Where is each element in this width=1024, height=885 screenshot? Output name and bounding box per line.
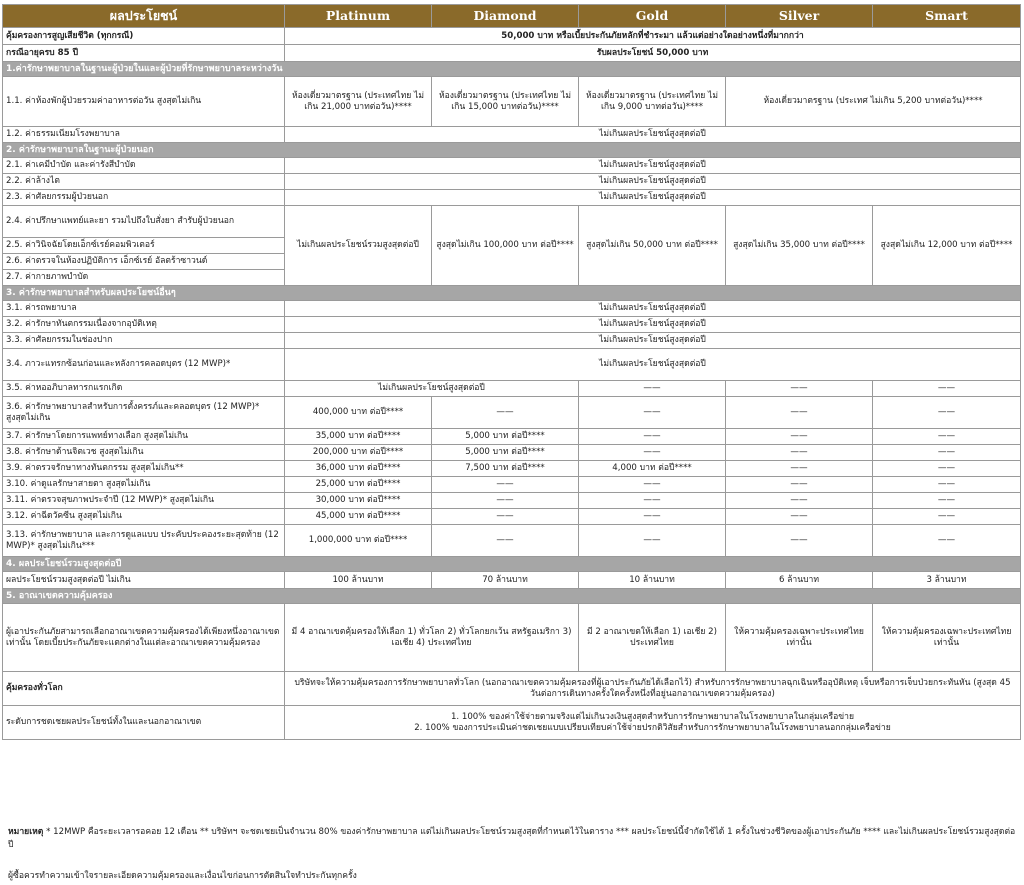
cell-smart: ——	[873, 477, 1021, 493]
section-header	[3, 143, 1021, 158]
section-title: 1.ค่ารักษาพยาบาลในฐานะผู้ป่วยในและผู้ป่วยที่รักษาพยาบาลระหว่างวัน	[3, 62, 1021, 77]
row-label: 2.2. ค่าล้างไต	[3, 174, 285, 190]
row-label: 3.11. ค่าตรวจสุขภาพประจำปี (12 MWP)* สูงสุดไม่เกิน	[3, 493, 285, 509]
table-row	[3, 445, 1021, 461]
section-title: 2. ค่ารักษาพยาบาลในฐานะผู้ป่วยนอก	[3, 143, 1021, 158]
row-label: ผู้เอาประกันภัยสามารถเลือกอาณาเขตความคุ้มครองได้เพียงหนึ่งอาณาเขตเท่านั้น โดยเบี้ยประกันภัยจะแตกต่างในแต่ละอาณาเขตความคุ้มครอง	[3, 604, 285, 672]
table-row	[3, 174, 1021, 190]
cell-diamond: 7,500 บาท ต่อปี****	[432, 461, 579, 477]
table-row	[3, 493, 1021, 509]
row-label: 3.3. ค่าศัลยกรรมในช่องปาก	[3, 333, 285, 349]
cell-silver: ——	[726, 461, 873, 477]
cell-platinum: 36,000 บาท ต่อปี****	[285, 461, 432, 477]
section-header	[3, 286, 1021, 301]
cell-platinum: 45,000 บาท ต่อปี****	[285, 509, 432, 525]
section-header	[3, 557, 1021, 572]
cell-smart: ——	[873, 461, 1021, 477]
header-plan-diamond: Diamond	[432, 5, 579, 28]
table-row	[3, 604, 1021, 672]
coverage-line-2: 2. 100% ของการประเมินค่าชดเชยแบบเปรียบเทียบค่าใช้จ่ายปรกติวิสัยสำหรับการรักษาพยาบาลในโรงพยาบาลนอกกลุ่มเครือข่าย	[414, 722, 891, 733]
row-label: 2.3. ค่าศัลยกรรมผู้ป่วยนอก	[3, 190, 285, 206]
row-label: 3.13. ค่ารักษาพยาบาล และการดูแลแบบ ประคับประคองระยะสุดท้าย (12 MWP)* สูงสุดไม่เกิน***	[3, 525, 285, 557]
table-row	[3, 381, 1021, 397]
benefits-table	[2, 4, 1021, 740]
row-label: คุ้มครองทั่วโลก	[3, 672, 285, 706]
cell-silver: ——	[726, 493, 873, 509]
cell-smart: 3 ล้านบาท	[873, 572, 1021, 589]
row-value	[285, 706, 1021, 740]
cell-silver: ——	[726, 445, 873, 461]
header-plan-silver: Silver	[726, 5, 873, 28]
cell-platinum: 25,000 บาท ต่อปี****	[285, 477, 432, 493]
table-row	[3, 333, 1021, 349]
cell-gold: 4,000 บาท ต่อปี****	[579, 461, 726, 477]
cell-platinum-diamond: ไม่เกินผลประโยชน์สูงสุดต่อปี	[285, 381, 579, 397]
cell-gold: 10 ล้านบาท	[579, 572, 726, 589]
row-value: ไม่เกินผลประโยชน์สูงสุดต่อปี	[285, 190, 1021, 206]
advice-text: ผู้ซื้อควรทำความเข้าใจรายละเอียดความคุ้มครองและเงื่อนไขก่อนการตัดสินใจทำประกันทุกครั้ง	[8, 871, 357, 881]
row-label: 2.4. ค่าปรึกษาแพทย์และยา รวมไปถึงใบสั่งยา สำรับผู้ป่วยนอก	[3, 206, 285, 238]
coverage-line-1: 1. 100% ของค่าใช้จ่ายตามจริงแต่ไม่เกินวงเงินสูงสุดสำหรับการรักษาพยาบาลในโรงพยาบาลในกลุ่มเครือข่าย	[450, 712, 855, 723]
row-label: 3.6. ค่ารักษาพยาบาลสำหรับการตั้งครรภ์และคลอดบุตร (12 MWP)* สูงสุดไม่เกิน	[3, 397, 285, 429]
row-label: 1.1. ค่าห้องพักผู้ป่วยรวมค่าอาหารต่อวัน สูงสุดไม่เกิน	[3, 77, 285, 127]
cell-smart: ให้ความคุ้มครองเฉพาะประเทศไทยเท่านั้น	[873, 604, 1021, 672]
footnote-label: หมายเหตุ	[8, 827, 44, 837]
cell-smart: สูงสุดไม่เกิน 12,000 บาท ต่อปี****	[873, 206, 1021, 286]
cell-gold: มี 2 อาณาเขตให้เลือก 1) เอเชีย 2) ประเทศไทย	[579, 604, 726, 672]
table-row	[3, 28, 1021, 45]
cell-gold: ——	[579, 477, 726, 493]
footnotes	[8, 826, 1018, 852]
cell-diamond: สูงสุดไม่เกิน 100,000 บาท ต่อปี****	[432, 206, 579, 286]
cell-silver: ——	[726, 509, 873, 525]
table-row	[3, 672, 1021, 706]
table-row	[3, 397, 1021, 429]
row-value: ไม่เกินผลประโยชน์สูงสุดต่อปี	[285, 158, 1021, 174]
table-row	[3, 158, 1021, 174]
row-value: 50,000 บาท หรือเบี้ยประกันภัยหลักที่ชำระมา แล้วแต่อย่างใดอย่างหนึ่งที่มากกว่า	[285, 28, 1021, 45]
table-row	[3, 190, 1021, 206]
table-row	[3, 706, 1021, 740]
row-value: ไม่เกินผลประโยชน์สูงสุดต่อปี	[285, 333, 1021, 349]
cell-smart: ——	[873, 525, 1021, 557]
header-plan-smart: Smart	[873, 5, 1021, 28]
row-value: รับผลประโยชน์ 50,000 บาท	[285, 45, 1021, 62]
row-label: ระดับการชดเชยผลประโยชน์ทั้งในและนอกอาณาเขต	[3, 706, 285, 740]
cell-platinum: 30,000 บาท ต่อปี****	[285, 493, 432, 509]
table-row	[3, 509, 1021, 525]
header-benefits: ผลประโยชน์	[3, 5, 285, 28]
table-row	[3, 429, 1021, 445]
cell-gold: ——	[579, 493, 726, 509]
table-row	[3, 461, 1021, 477]
cell-platinum: 100 ล้านบาท	[285, 572, 432, 589]
row-label: 2.6. ค่าตรวจในห้องปฏิบัติการ เอ็กซ์เรย์ อัลตร้าซาวนด์	[3, 254, 285, 270]
cell-gold: ห้องเดี่ยวมาตรฐาน (ประเทศไทย ไม่เกิน 9,000 บาทต่อวัน)****	[579, 77, 726, 127]
cell-smart: ——	[873, 397, 1021, 429]
table-header-row	[3, 5, 1021, 28]
section-header	[3, 589, 1021, 604]
cell-silver: ——	[726, 381, 873, 397]
cell-diamond: ——	[432, 493, 579, 509]
cell-diamond: ——	[432, 525, 579, 557]
table-row	[3, 206, 1021, 238]
cell-smart: ——	[873, 381, 1021, 397]
cell-gold: ——	[579, 429, 726, 445]
cell-silver-smart: ห้องเดี่ยวมาตรฐาน (ประเทศ ไม่เกิน 5,200 บาทต่อวัน)****	[726, 77, 1021, 127]
cell-gold: ——	[579, 381, 726, 397]
cell-smart: ——	[873, 493, 1021, 509]
row-label: 3.5. ค่าหออภิบาลทารกแรกเกิด	[3, 381, 285, 397]
cell-smart: ——	[873, 509, 1021, 525]
table-row	[3, 572, 1021, 589]
row-value: ไม่เกินผลประโยชน์สูงสุดต่อปี	[285, 317, 1021, 333]
cell-platinum: 1,000,000 บาท ต่อปี****	[285, 525, 432, 557]
table-row	[3, 317, 1021, 333]
cell-gold: ——	[579, 397, 726, 429]
cell-platinum: 35,000 บาท ต่อปี****	[285, 429, 432, 445]
cell-silver: ——	[726, 397, 873, 429]
cell-diamond: 5,000 บาท ต่อปี****	[432, 429, 579, 445]
cell-platinum: 400,000 บาท ต่อปี****	[285, 397, 432, 429]
cell-platinum-diamond: มี 4 อาณาเขตคุ้มครองให้เลือก 1) ทั่วโลก 2) ทั่วโลกยกเว้น สหรัฐอเมริกา 3) เอเชีย 4) ประเทศไทย	[285, 604, 579, 672]
table-row	[3, 301, 1021, 317]
cell-diamond: ——	[432, 397, 579, 429]
cell-silver: ให้ความคุ้มครองเฉพาะประเทศไทยเท่านั้น	[726, 604, 873, 672]
row-value: ไม่เกินผลประโยชน์สูงสุดต่อปี	[285, 301, 1021, 317]
row-label: 1.2. ค่าธรรมเนียมโรงพยาบาล	[3, 127, 285, 143]
row-label: 3.9. ค่าตรวจรักษาทางทันตกรรม สูงสุดไม่เกิน**	[3, 461, 285, 477]
row-label: 2.1. ค่าเคมีบำบัด และค่ารังสีบำบัด	[3, 158, 285, 174]
row-label: 2.7. ค่ากายภาพบำบัด	[3, 270, 285, 286]
cell-platinum: 200,000 บาท ต่อปี****	[285, 445, 432, 461]
row-value: ไม่เกินผลประโยชน์สูงสุดต่อปี	[285, 127, 1021, 143]
row-label: 3.2. ค่ารักษาทันตกรรมเนื่องจากอุบัติเหตุ	[3, 317, 285, 333]
section-title: 4. ผลประโยชน์รวมสูงสุดต่อปี	[3, 557, 1021, 572]
table-row	[3, 477, 1021, 493]
table-row	[3, 525, 1021, 557]
row-label: 3.12. ค่าฉีดวัคซีน สูงสุดไม่เกิน	[3, 509, 285, 525]
cell-gold: สูงสุดไม่เกิน 50,000 บาท ต่อปี****	[579, 206, 726, 286]
table-row	[3, 77, 1021, 127]
footnote-text: * 12MWP คือระยะเวลารอคอย 12 เดือน ** บริษัทฯ จะชดเชยเป็นจำนวน 80% ของค่ารักษาพยาบาล แต่ไม่เกินผลประโยชน์รวมสูงสุดที่กำหนดไว้ในตาราง *** ผลประโยชน์นี้จำกัดใช้ได้ 1 ครั้งในช่วงชีวิตของผู้เอาประกันภัย **** และไม่เกินผลประโยชน์รวมสูงสุดต่อปี	[8, 827, 1016, 850]
section-header	[3, 62, 1021, 77]
table-row	[3, 349, 1021, 381]
cell-diamond: ห้องเดี่ยวมาตรฐาน (ประเทศไทย ไม่เกิน 15,000 บาทต่อวัน)****	[432, 77, 579, 127]
cell-silver: 6 ล้านบาท	[726, 572, 873, 589]
row-label: 3.8. ค่ารักษาด้านจิตเวช สูงสุดไม่เกิน	[3, 445, 285, 461]
cell-silver: ——	[726, 525, 873, 557]
header-plan-platinum: Platinum	[285, 5, 432, 28]
cell-smart: ——	[873, 429, 1021, 445]
row-value: บริษัทจะให้ความคุ้มครองการรักษาพยาบาลทั่วโลก (นอกอาณาเขตความคุ้มครองที่ผู้เอาประกันภัยได้เลือกไว้) สำหรับการรักษาพยาบาลฉุกเฉินหรืออุบัติเหตุ เจ็บหรือการเจ็บป่วยกระทันหัน (สูงสุด 45 วันต่อการเดินทางครั้งใดครั้งหนึ่งที่อยู่นอกอาณาเขตความคุ้มครอง)	[285, 672, 1021, 706]
cell-gold: ——	[579, 445, 726, 461]
cell-smart: ——	[873, 445, 1021, 461]
cell-silver: สูงสุดไม่เกิน 35,000 บาท ต่อปี****	[726, 206, 873, 286]
cell-platinum: ไม่เกินผลประโยชน์รวมสูงสุดต่อปี	[285, 206, 432, 286]
cell-diamond: 5,000 บาท ต่อปี****	[432, 445, 579, 461]
cell-silver: ——	[726, 477, 873, 493]
row-label: กรณีอายุครบ 85 ปี	[3, 45, 285, 62]
section-title: 5. อาณาเขตความคุ้มครอง	[3, 589, 1021, 604]
table-row	[3, 45, 1021, 62]
row-label: คุ้มครองการสูญเสียชีวิต (ทุกกรณี)	[3, 28, 285, 45]
cell-diamond: 70 ล้านบาท	[432, 572, 579, 589]
cell-platinum: ห้องเดี่ยวมาตรฐาน (ประเทศไทย ไม่เกิน 21,000 บาทต่อวัน)****	[285, 77, 432, 127]
cell-gold: ——	[579, 525, 726, 557]
row-label: 3.4. ภาวะแทรกซ้อนก่อนและหลังการคลอดบุตร (12 MWP)*	[3, 349, 285, 381]
row-label: 3.10. ค่าดูแลรักษาสายตา สูงสุดไม่เกิน	[3, 477, 285, 493]
row-label: 2.5. ค่าวินิจฉัยโดยเอ็กซ์เรย์คอมพิวเตอร์	[3, 238, 285, 254]
row-label: ผลประโยชน์รวมสูงสุดต่อปี ไม่เกิน	[3, 572, 285, 589]
header-plan-gold: Gold	[579, 5, 726, 28]
row-label: 3.1. ค่ารถพยาบาล	[3, 301, 285, 317]
cell-gold: ——	[579, 509, 726, 525]
row-label: 3.7. ค่ารักษาโดยการแพทย์ทางเลือก สูงสุดไม่เกิน	[3, 429, 285, 445]
cell-diamond: ——	[432, 509, 579, 525]
row-value: ไม่เกินผลประโยชน์สูงสุดต่อปี	[285, 174, 1021, 190]
section-title: 3. ค่ารักษาพยาบาลสำหรับผลประโยชน์อื่นๆ	[3, 286, 1021, 301]
cell-diamond: ——	[432, 477, 579, 493]
row-value: ไม่เกินผลประโยชน์สูงสุดต่อปี	[285, 349, 1021, 381]
table-row	[3, 127, 1021, 143]
cell-silver: ——	[726, 429, 873, 445]
